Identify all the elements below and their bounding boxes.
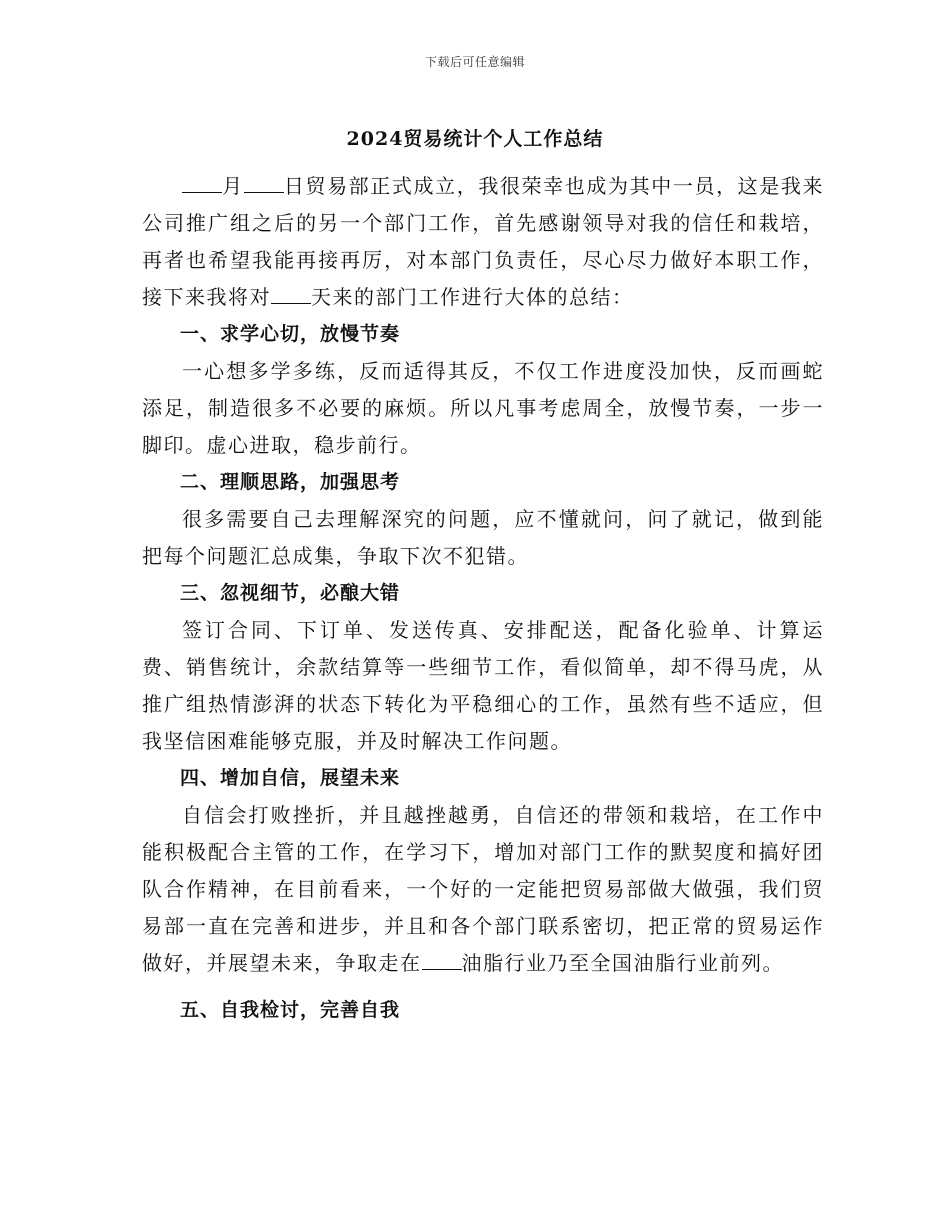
section-body-2: 很多需要自己去理解深究的问题，应不懂就问，问了就记，做到能把每个问题汇总成集，争取下次不犯错。 — [142, 507, 824, 568]
section-body-4 — [142, 797, 824, 982]
section-heading-4: 四、增加自信，展望未来 — [180, 767, 401, 789]
intro-text-1: 月 — [222, 174, 244, 198]
document-title: 2024贸易统计个人工作总结 — [346, 128, 604, 150]
blank-underline — [182, 172, 222, 193]
section-heading-3: 三、忽视细节，必酿大错 — [180, 582, 401, 604]
section-heading-2: 二、理顺思路，加强思考 — [180, 471, 401, 493]
intro-paragraph — [142, 168, 824, 316]
blank-underline — [422, 949, 462, 970]
section-heading-1: 一、求学心切，放慢节奏 — [180, 323, 401, 345]
intro-text-2: 日贸易部正式成立，我很荣幸也成为其中一员，这是我来公司推广组之后的另一个部门工作，首先感谢领导对我的信任和栽培，再者也希望我能再接再厉，对本部门负责任，尽心尽力做好本职工作，接下来我将对 — [142, 174, 825, 309]
section-body-3: 签订合同、下订单、发送传真、安排配送，配备化验单、计算运费、销售统计，余款结算等一些细节工作，看似简单，却不得马虎，从推广组热情澎湃的状态下转化为平稳细心的工作，虽然有些不适应，但我坚信困难能够克服，并及时解决工作问题。 — [142, 618, 824, 753]
header-note: 下载后可任意编辑 — [424, 55, 525, 69]
section-body-1: 一心想多学多练，反而适得其反，不仅工作进度没加快，反而画蛇添足，制造很多不必要的麻烦。所以凡事考虑周全，放慢节奏，一步一脚印。虚心进取，稳步前行。 — [142, 359, 824, 457]
blank-underline — [271, 283, 311, 304]
section-heading-5: 五、自我检讨，完善自我 — [180, 999, 401, 1021]
section-body-4-text-1: 自信会打败挫折，并且越挫越勇，自信还的带领和栽培，在工作中能积极配合主管的工作，在学习下，增加对部门工作的默契度和搞好团队合作精神，在目前看来，一个好的一定能把贸易部做大做强，我们贸易部一直在完善和进步，并且和各个部门联系密切，把正常的贸易运作做好，并展望未来，争取走在 — [142, 803, 824, 975]
intro-text-3: 天来的部门工作进行大体的总结： — [311, 285, 634, 309]
blank-underline — [244, 172, 284, 193]
section-body-4-text-2: 油脂行业乃至全国油脂行业前列。 — [461, 951, 784, 975]
document-body — [142, 168, 824, 1029]
